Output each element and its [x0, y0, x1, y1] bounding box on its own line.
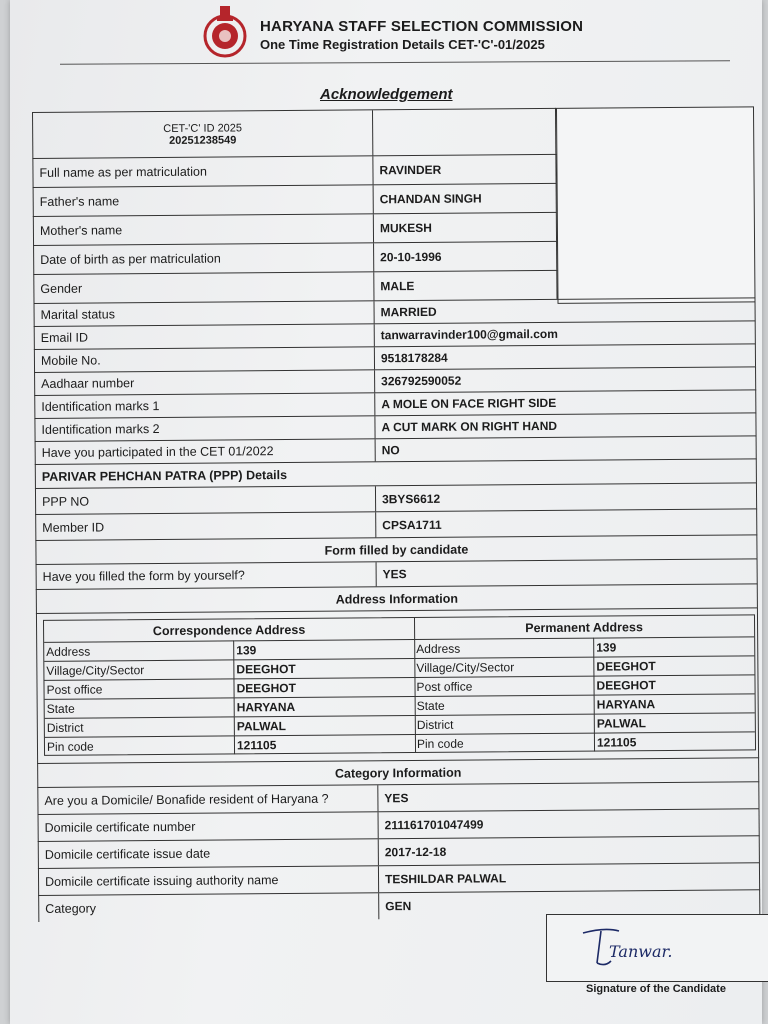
permanent-value: DEEGHOT [594, 655, 754, 675]
correspondence-value: HARYANA [235, 696, 415, 716]
form-filled-heading: Form filled by candidate [324, 542, 469, 558]
cet-id-row [32, 108, 556, 158]
form-filled-label: Have you filled the form by yourself? [37, 562, 377, 589]
permanent-label: Pin code [415, 733, 595, 753]
detail-field-label: Email ID [35, 324, 375, 349]
cet-id-value: 20251238549 [169, 133, 237, 147]
ppp-heading: PARIVAR PEHCHAN PATRA (PPP) Details [41, 467, 288, 484]
category-field-value: GEN [385, 899, 412, 914]
permanent-label: District [415, 714, 595, 734]
address-container-row [36, 607, 759, 763]
permanent-value: DEEGHOT [594, 674, 754, 694]
detail-field-label: Marital status [35, 301, 375, 326]
category-field-label: Domicile certificate number [39, 812, 379, 841]
personal-field-label: Gender [34, 272, 374, 303]
category-field-value: 211161701047499 [384, 817, 484, 833]
permanent-value: PALWAL [595, 712, 755, 732]
correspondence-label: Address [44, 640, 234, 660]
detail-field-value: NO [381, 443, 400, 458]
permanent-label: Address [414, 638, 594, 658]
personal-field-value: 20-10-1996 [380, 249, 442, 265]
correspondence-value: DEEGHOT [234, 658, 414, 678]
header [200, 4, 760, 64]
signature-text: Tanwar. [609, 942, 673, 961]
detail-field-value: 9518178284 [380, 350, 448, 366]
correspondence-value: DEEGHOT [234, 677, 414, 697]
detail-field-value: A CUT MARK ON RIGHT HAND [381, 418, 558, 435]
detail-field-label: Have you participated in the CET 01/2022 [36, 439, 376, 464]
personal-field-value: CHANDAN SINGH [379, 191, 482, 207]
form-filled-value: YES [382, 567, 407, 582]
permanent-value: 121105 [595, 731, 755, 751]
correspondence-label: State [45, 697, 235, 717]
ppp-field-label: Member ID [36, 512, 376, 540]
correspondence-label: District [45, 716, 235, 736]
personal-field-row [32, 154, 556, 187]
category-field-label: Domicile certificate issue date [39, 839, 379, 868]
ppp-field-value: CPSA1711 [382, 517, 442, 532]
commission-title: HARYANA STAFF SELECTION COMMISSION [260, 18, 584, 35]
signature-image [575, 923, 695, 973]
correspondence-label: Pin code [45, 735, 235, 755]
address-heading: Address Information [335, 591, 459, 607]
correspondence-value: PALWAL [235, 715, 415, 735]
category-field-label: Category [39, 893, 379, 922]
personal-field-row [33, 270, 557, 303]
signature-caption: Signature of the Candidate [586, 983, 726, 995]
photo-frame [556, 106, 756, 304]
personal-field-label: Father's name [34, 185, 374, 216]
correspondence-label: Village/City/Sector [44, 659, 234, 679]
ppp-field-value: 3BYS6612 [381, 491, 441, 506]
acknowledgement-heading: Acknowledgement [320, 86, 453, 103]
permanent-heading: Permanent Address [525, 619, 643, 635]
personal-field-row [33, 212, 557, 245]
personal-field-value: MUKESH [379, 220, 432, 236]
category-field-value: YES [384, 791, 409, 806]
correspondence-heading: Correspondence Address [152, 622, 306, 638]
personal-field-label: Full name as per matriculation [33, 156, 373, 187]
personal-field-value: RAVINDER [379, 162, 442, 178]
personal-field-value: MALE [380, 279, 415, 294]
personal-field-row [33, 183, 557, 216]
permanent-column [414, 615, 755, 752]
document-page [10, 0, 762, 1024]
category-field-value: 2017-12-18 [384, 844, 447, 860]
correspondence-column [44, 618, 416, 755]
detail-field-label: Identification marks 2 [35, 416, 375, 441]
signature-box [546, 914, 768, 982]
correspondence-value: 121105 [235, 734, 415, 754]
detail-field-value: tanwarravinder100@gmail.com [380, 326, 558, 343]
category-field-label: Domicile certificate issuing authority name [39, 866, 379, 895]
permanent-value: 139 [594, 636, 754, 656]
category-heading: Category Information [334, 765, 462, 781]
registration-subtitle: One Time Registration Details CET-'C'-01/2025 [260, 37, 545, 52]
detail-field-label: Aadhaar number [35, 370, 375, 395]
correspondence-label: Post office [44, 678, 234, 698]
registration-form [32, 106, 760, 924]
detail-field-label: Mobile No. [35, 347, 375, 372]
cet-id-cell [33, 110, 373, 158]
category-field-label: Are you a Domicile/ Bonafide resident of Haryana ? [38, 785, 378, 814]
category-field-value: TESHILDAR PALWAL [384, 871, 507, 887]
personal-field-label: Mother's name [34, 214, 374, 245]
personal-field-row [33, 241, 557, 274]
permanent-label: Village/City/Sector [414, 657, 594, 677]
correspondence-value: 139 [234, 639, 414, 659]
detail-field-value: 326792590052 [381, 373, 462, 389]
detail-field-label: Identification marks 1 [35, 393, 375, 418]
detail-field-value: MARRIED [380, 304, 437, 320]
permanent-value: HARYANA [595, 693, 755, 713]
ppp-field-label: PPP NO [36, 486, 376, 514]
personal-field-label: Date of birth as per matriculation [34, 243, 374, 274]
detail-field-value: A MOLE ON FACE RIGHT SIDE [381, 395, 557, 412]
permanent-label: State [415, 695, 595, 715]
hssc-emblem-icon [200, 4, 250, 60]
permanent-label: Post office [414, 676, 594, 696]
address-table [43, 614, 756, 756]
cet-id-label: CET-'C' ID 2025 [163, 121, 243, 135]
